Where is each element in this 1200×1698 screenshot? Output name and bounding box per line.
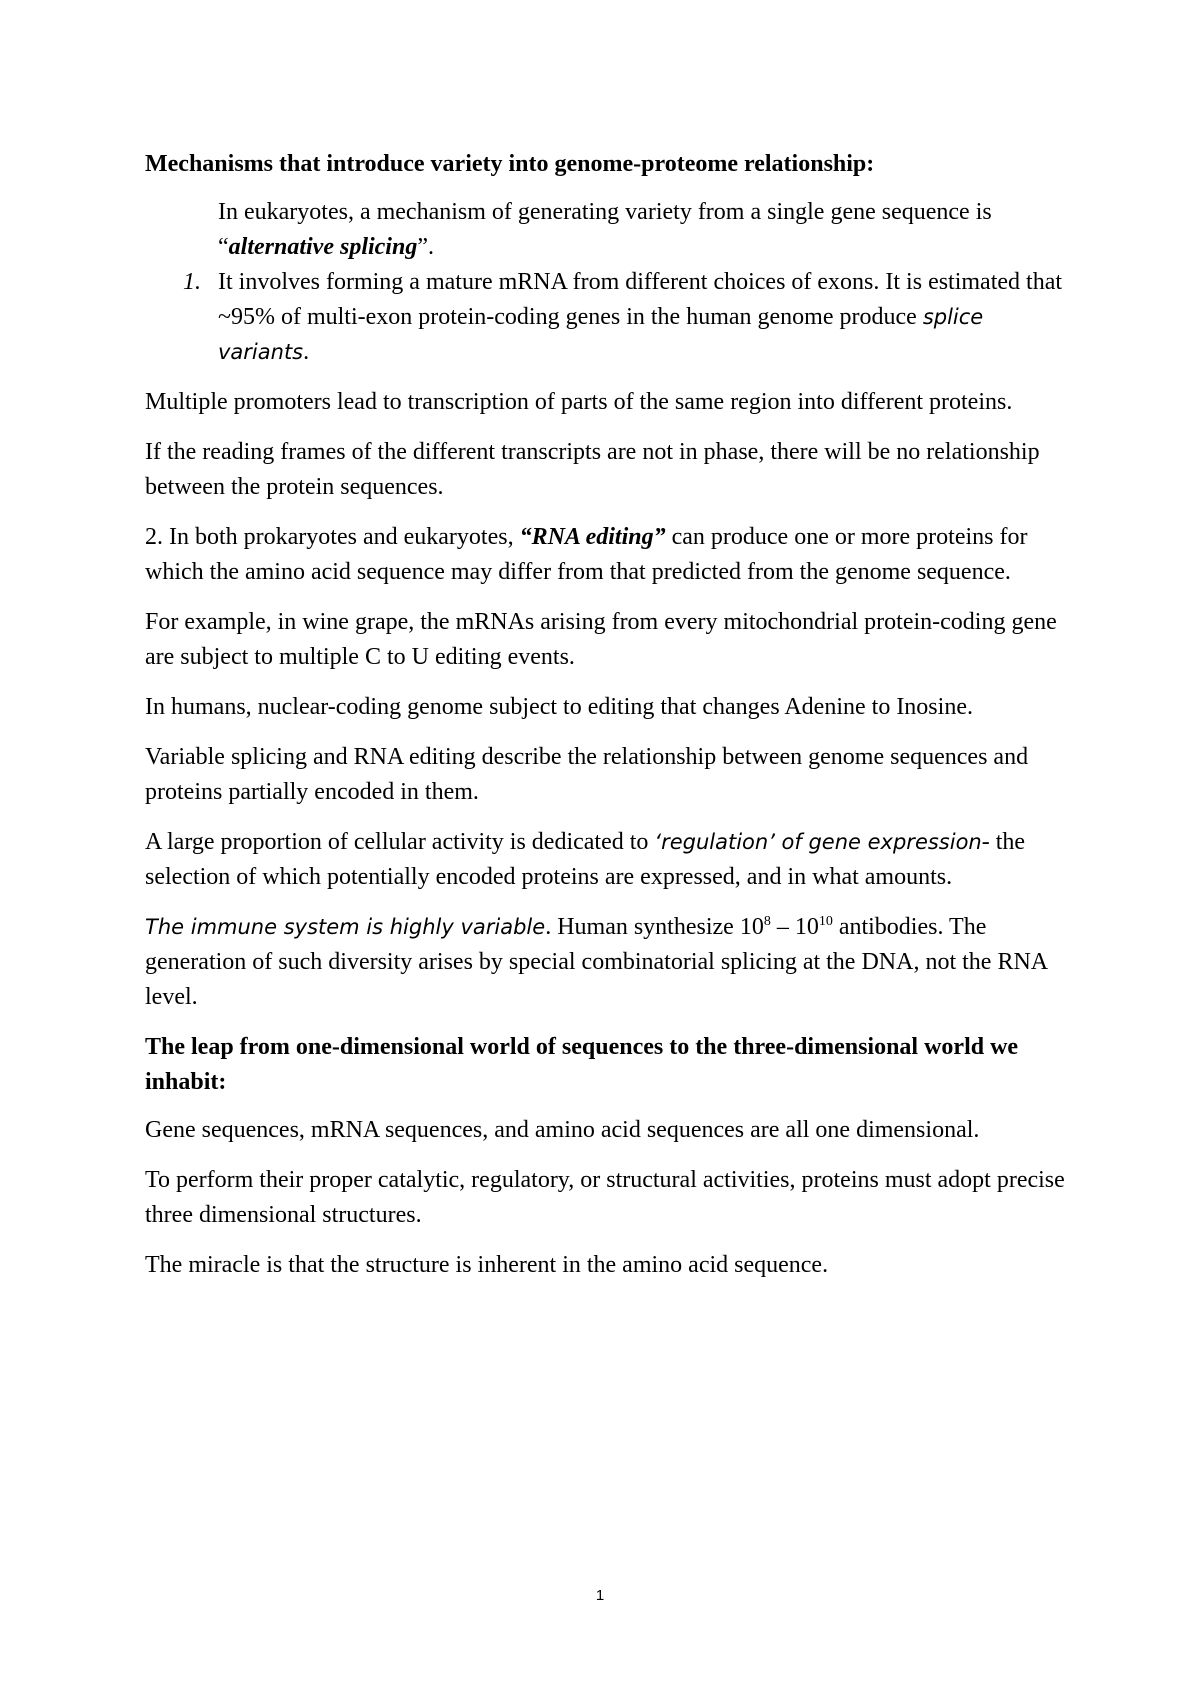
paragraph-alternative-splicing-intro bbox=[218, 195, 1070, 265]
item1-text: It involves forming a mature mRNA from different choices of exons. It is estimated that ~95% of multi-exon protein-coding genes in the human genome produce bbox=[218, 269, 1063, 330]
paragraph-humans-editing: In humans, nuclear-coding genome subject to editing that changes Adenine to Inosine. bbox=[145, 694, 973, 720]
item1-text-end: . bbox=[303, 339, 310, 365]
rna-editing-text-end: can produce one or more proteins for which the amino acid sequence may differ from that predicted from the genome sequence. bbox=[145, 524, 1028, 585]
term-immune-system: The immune system is highly variable bbox=[145, 915, 546, 939]
list-number: 1. bbox=[183, 269, 201, 295]
term-regulation-of-gene-expression: ‘regulation’ of gene expression bbox=[654, 830, 982, 854]
paragraph-regulation bbox=[145, 825, 1070, 895]
immune-text-end: antibodies. The generation of such diversity arises by special combinatorial splicing at the DNA, not the RNA level. bbox=[145, 914, 1047, 1010]
paragraph-three-dimensional: To perform their proper catalytic, regulatory, or structural activities, proteins must adopt precise three dimensional structures. bbox=[145, 1167, 1065, 1228]
section-heading-genome-proteome: Mechanisms that introduce variety into genome-proteome relationship: bbox=[145, 151, 875, 177]
paragraph-immune-system bbox=[145, 910, 1070, 1015]
paragraph-miracle: The miracle is that the structure is inherent in the amino acid sequence. bbox=[145, 1252, 829, 1278]
intro-text-end: ”. bbox=[417, 234, 434, 260]
paragraph-reading-frames: If the reading frames of the different transcripts are not in phase, there will be no relationship between the protein sequences. bbox=[145, 439, 1040, 500]
term-alternative-splicing: alternative splicing bbox=[228, 234, 418, 260]
paragraph-variable-splicing: Variable splicing and RNA editing describe the relationship between genome sequences and proteins partially encoded in them. bbox=[145, 744, 1029, 805]
intro-text: In eukaryotes, a mechanism of generating variety from a single gene sequence is “ bbox=[218, 199, 992, 260]
paragraph-one-dimensional: Gene sequences, mRNA sequences, and amino acid sequences are all one dimensional. bbox=[145, 1117, 980, 1143]
rna-editing-text: 2. In both prokaryotes and eukaryotes, bbox=[145, 524, 520, 550]
paragraph-wine-grape: For example, in wine grape, the mRNAs arising from every mitochondrial protein-coding gene are subject to multiple C to U editing events. bbox=[145, 609, 1057, 670]
section-heading-three-dimensional: The leap from one-dimensional world of sequences to the three-dimensional world we inhabit: bbox=[145, 1034, 1019, 1095]
immune-dash: – 10 bbox=[770, 914, 819, 940]
exponent-10: 10 bbox=[818, 914, 833, 929]
exponent-8: 8 bbox=[763, 914, 771, 929]
page-number: 1 bbox=[595, 1587, 605, 1604]
document-body bbox=[145, 147, 1070, 1298]
numbered-item-1 bbox=[145, 265, 1070, 370]
regulation-text: A large proportion of cellular activity is dedicated to bbox=[145, 829, 655, 855]
immune-text: . Human synthesize 10 bbox=[545, 914, 764, 940]
term-rna-editing: “RNA editing” bbox=[519, 524, 666, 550]
regulation-text-end: - the selection of which potentially encoded proteins are expressed, and in what amounts. bbox=[145, 829, 1026, 890]
paragraph-multiple-promoters: Multiple promoters lead to transcription of parts of the same region into different proteins. bbox=[145, 389, 1013, 415]
term-splice-variants: splice variants bbox=[218, 305, 984, 364]
paragraph-rna-editing bbox=[145, 520, 1070, 590]
